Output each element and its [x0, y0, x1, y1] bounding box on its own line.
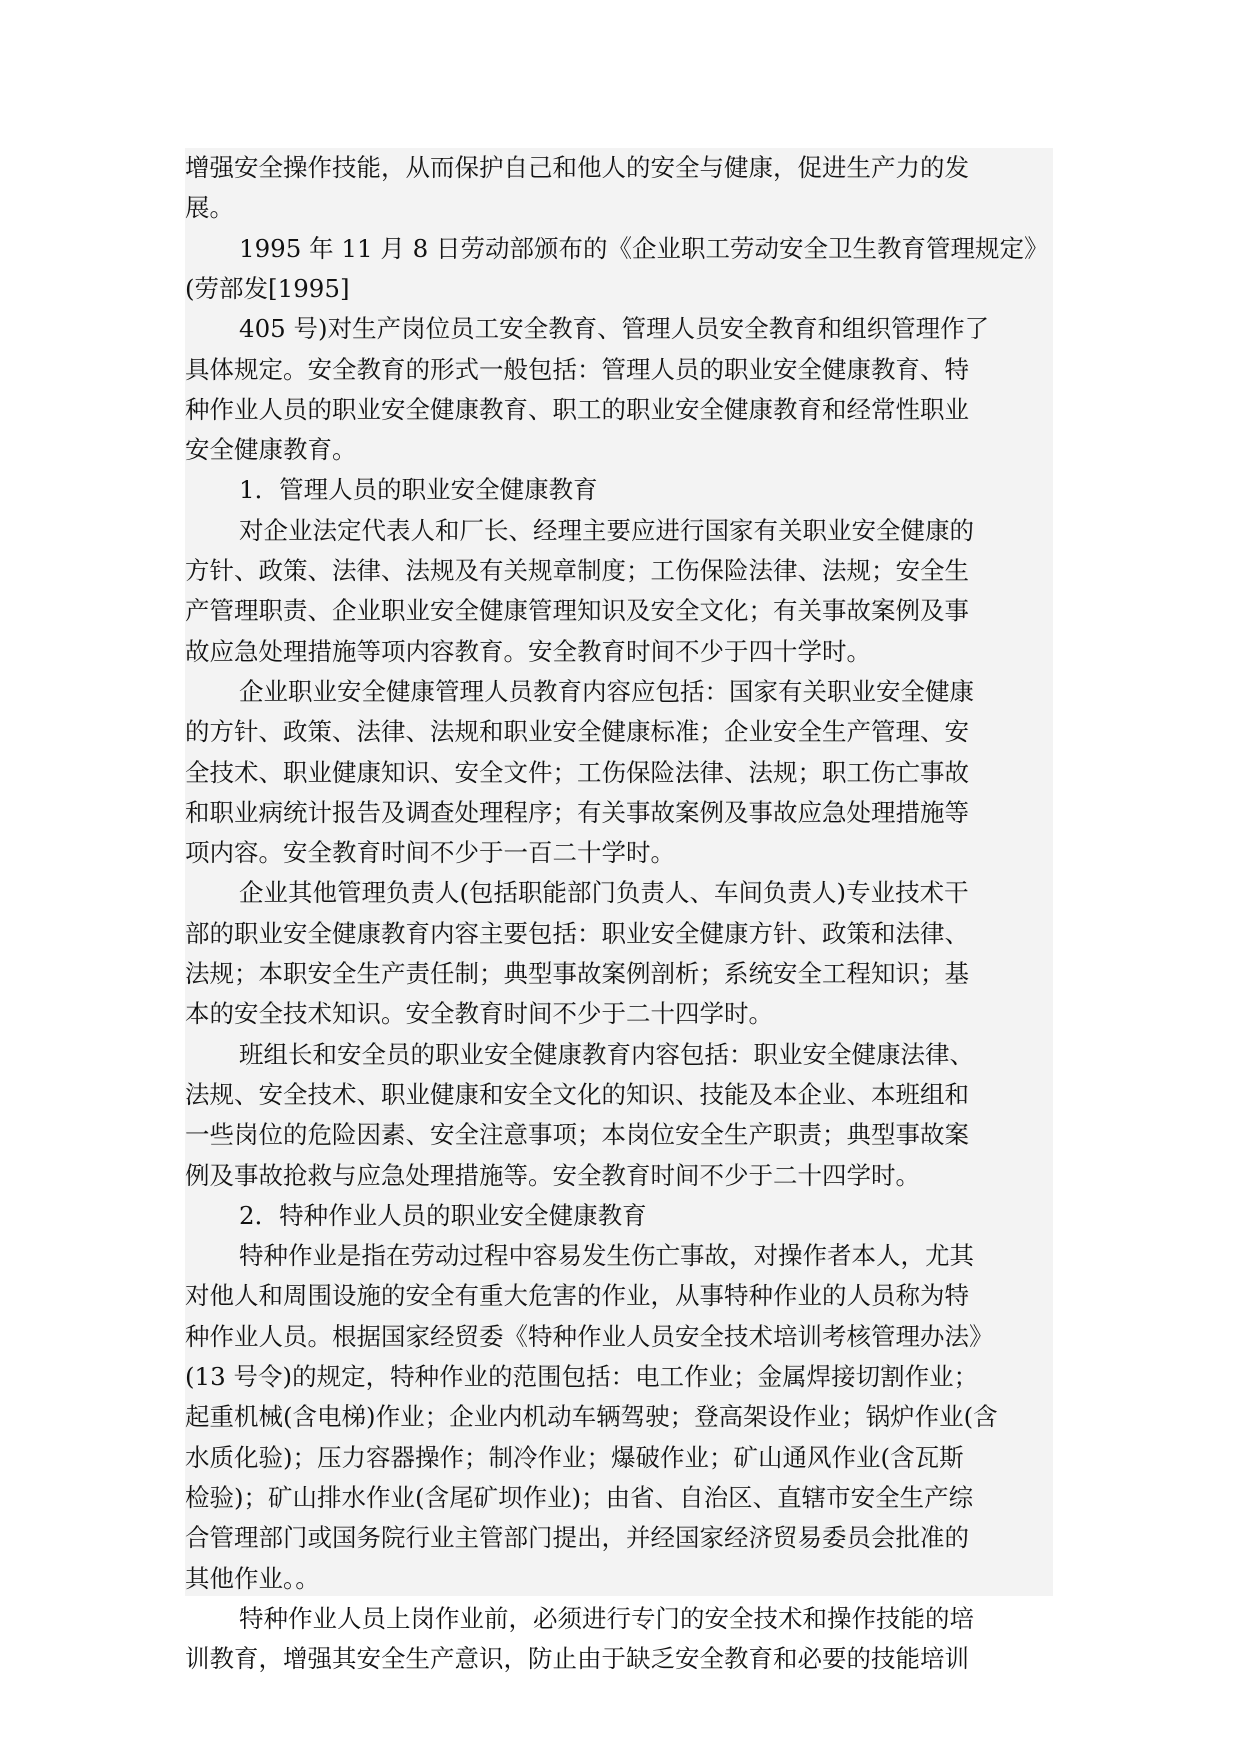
text-line: 部的职业安全健康教育内容主要包括：职业安全健康方针、政策和法律、	[185, 918, 969, 948]
text-line: 例及事故抢救与应急处理措施等。安全教育时间不少于二十四学时。	[185, 1160, 920, 1190]
text-line: (13 号令)的规定，特种作业的范围包括：电工作业；金属焊接切割作业；	[185, 1362, 979, 1391]
text-line: 水质化验)；压力容器操作；制冷作业；爆破作业；矿山通风作业(含瓦斯	[185, 1442, 964, 1472]
text-line: 特种作业人员上岗作业前，必须进行专门的安全技术和操作技能的培	[239, 1603, 974, 1633]
text-line: 405 号)对生产岗位员工安全教育、管理人员安全教育和组织管理作了	[239, 314, 990, 344]
text-line: 对他人和周围设施的安全有重大危害的作业，从事特种作业的人员称为特	[185, 1281, 969, 1311]
text-line: 2．特种作业人员的职业安全健康教育	[239, 1200, 647, 1230]
text-line: 特种作业是指在劳动过程中容易发生伤亡事故，对操作者本人，尤其	[239, 1241, 974, 1271]
document-text-block	[185, 148, 1053, 1674]
text-line: 检验)；矿山排水作业(含尾矿坝作业)；由省、自治区、直辖市安全生产综	[185, 1482, 974, 1512]
text-line: 种作业人员的职业安全健康教育、职工的职业安全健康教育和经常性职业	[185, 394, 969, 424]
text-line: 合管理部门或国务院行业主管部门提出，并经国家经济贸易委员会批准的	[185, 1523, 969, 1553]
text-line: 项内容。安全教育时间不少于一百二十学时。	[185, 838, 675, 868]
text-line: 故应急处理措施等项内容教育。安全教育时间不少于四十学时。	[185, 636, 871, 666]
text-line: 具体规定。安全教育的形式一般包括：管理人员的职业安全健康教育、特	[185, 354, 969, 384]
text-line: 企业职业安全健康管理人员教育内容应包括：国家有关职业安全健康	[239, 676, 974, 706]
text-line: 其他作业。。	[185, 1563, 320, 1593]
text-line: 班组长和安全员的职业安全健康教育内容包括：职业安全健康法律、	[239, 1039, 974, 1069]
text-line: 法规、安全技术、职业健康和安全文化的知识、技能及本企业、本班组和	[185, 1079, 969, 1109]
text-line: (劳部发[1995]	[185, 273, 350, 303]
text-line: 对企业法定代表人和厂长、经理主要应进行国家有关职业安全健康的	[239, 515, 974, 545]
text-line: 方针、政策、法律、法规及有关规章制度；工伤保险法律、法规；安全生	[185, 556, 969, 585]
text-line: 企业其他管理负责人(包括职能部门负责人、车间负责人)专业技术干	[239, 878, 969, 908]
text-line: 法规；本职安全生产责任制；典型事故案例剖析；系统安全工程知识；基	[185, 959, 969, 988]
text-line: 展。	[185, 193, 234, 223]
text-line: 1995 年 11 月 8 日劳动部颁布的《企业职工劳动安全卫生教育管理规定》	[239, 233, 1049, 263]
text-line: 1．管理人员的职业安全健康教育	[239, 475, 598, 505]
text-line: 安全健康教育。	[185, 435, 357, 465]
text-line: 起重机械(含电梯)作业；企业内机动车辆驾驶；登高架设作业；锅炉作业(含	[185, 1402, 998, 1432]
text-line: 产管理职责、企业职业安全健康管理知识及安全文化；有关事故案例及事	[185, 596, 969, 626]
text-line: 本的安全技术知识。安全教育时间不少于二十四学时。	[185, 999, 773, 1029]
text-line: 一些岗位的危险因素、安全注意事项；本岗位安全生产职责；典型事故案	[185, 1120, 969, 1150]
text-line: 的方针、政策、法律、法规和职业安全健康标准；企业安全生产管理、安	[185, 717, 969, 747]
text-line: 训教育，增强其安全生产意识，防止由于缺乏安全教育和必要的技能培训	[185, 1644, 969, 1674]
text-line: 和职业病统计报告及调查处理程序；有关事故案例及事故应急处理措施等	[185, 797, 969, 827]
text-line: 种作业人员。根据国家经贸委《特种作业人员安全技术培训考核管理办法》	[185, 1321, 994, 1351]
text-line: 全技术、职业健康知识、安全文件；工伤保险法律、法规；职工伤亡事故	[185, 757, 969, 787]
text-line: 增强安全操作技能，从而保护自己和他人的安全与健康，促进生产力的发	[185, 153, 969, 182]
